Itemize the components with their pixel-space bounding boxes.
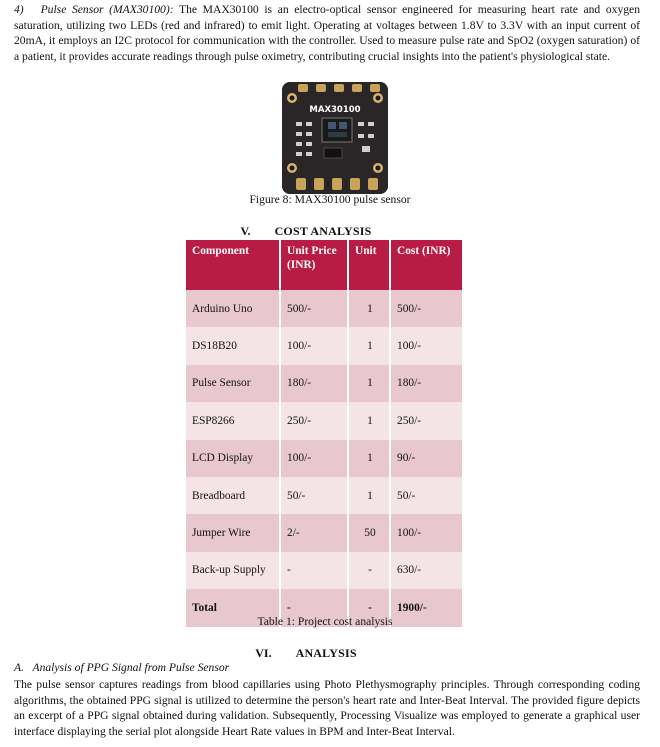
section-vi-heading <box>0 646 636 661</box>
cell-unit-price: 2/- <box>280 514 348 551</box>
board-label: MAX30100 <box>309 105 361 115</box>
table-row <box>186 440 462 477</box>
section-v-heading <box>0 224 636 239</box>
header-unit: Unit <box>348 240 390 290</box>
table-row <box>186 327 462 364</box>
cell-unit-price: 50/- <box>280 477 348 514</box>
pulse-sensor-paragraph <box>14 2 640 64</box>
table-row <box>186 290 462 327</box>
cell-unit: 1 <box>348 477 390 514</box>
table-row <box>186 365 462 402</box>
table-row <box>186 477 462 514</box>
cell-cost: 100/- <box>390 514 462 551</box>
figure-caption: Figure 8: MAX30100 pulse sensor <box>249 193 411 206</box>
cell-component: Back-up Supply <box>186 552 280 589</box>
cell-cost: 1900/- <box>390 589 462 626</box>
cell-unit: 1 <box>348 402 390 439</box>
cell-component: ESP8266 <box>186 402 280 439</box>
cell-unit-price: 100/- <box>280 327 348 364</box>
item-number: 4) <box>14 3 24 16</box>
cell-unit: 1 <box>348 365 390 402</box>
cell-cost: 50/- <box>390 477 462 514</box>
cell-unit-price: 180/- <box>280 365 348 402</box>
cell-component: DS18B20 <box>186 327 280 364</box>
cell-unit: - <box>348 552 390 589</box>
cell-unit-price: - <box>280 589 348 626</box>
cost-analysis-table <box>186 240 462 627</box>
item-lead: Pulse Sensor (MAX30100): <box>40 3 174 16</box>
cell-cost: 180/- <box>390 365 462 402</box>
cell-unit-price: 250/- <box>280 402 348 439</box>
subsection-a-label: A. <box>14 661 24 674</box>
section-vi-number: VI. <box>255 646 272 660</box>
cell-unit: - <box>348 589 390 626</box>
header-cost: Cost (INR) <box>390 240 462 290</box>
analysis-paragraph: The pulse sensor captures readings from blood capillaries using Photo Plethysmography principles. Through corresponding coding algorithms, the obtained PPG signal is utilized to determine the person's heart rate and Inter-Beat Interval. The provided figure depicts an excerpt of a PPG signal obtained during validation. Subsequently, Processing Visualize was employed to generate a graphical user interface displaying the serial plot alongside Heart Rate values in BPM and Inter-Beat Interval. <box>14 678 640 738</box>
table-row <box>186 514 462 551</box>
cell-unit-price: 500/- <box>280 290 348 327</box>
cell-cost: 630/- <box>390 552 462 589</box>
table-row <box>186 402 462 439</box>
section-v-title: COST ANALYSIS <box>274 224 372 238</box>
subsection-a-heading <box>14 661 229 674</box>
table-caption: Table 1: Project cost analysis <box>257 615 393 628</box>
cell-component: Total <box>186 589 280 626</box>
table-header-row <box>186 240 462 290</box>
cell-unit: 1 <box>348 290 390 327</box>
cell-unit-price: 100/- <box>280 440 348 477</box>
cell-unit: 50 <box>348 514 390 551</box>
cell-cost: 90/- <box>390 440 462 477</box>
cell-cost: 500/- <box>390 290 462 327</box>
cell-component: Arduino Uno <box>186 290 280 327</box>
cell-cost: 100/- <box>390 327 462 364</box>
item-text: The MAX30100 is an electro-optical sensor engineered for measuring heart rate and oxygen saturation, utilizing two LEDs (red and infrared) to emit light. Operating at voltages between 1.8V to 3.3V with an input current of 20mA, it employs an I2C protocol for communication with the controller. Used to measure pulse rate and SpO2 (oxygen saturation) of a patient, it provides accurate readings through pulse oximetry, contributing crucial insights into the patient's physiological state. <box>14 3 640 63</box>
cell-component: LCD Display <box>186 440 280 477</box>
cell-unit: 1 <box>348 327 390 364</box>
table-row <box>186 552 462 589</box>
cell-cost: 250/- <box>390 402 462 439</box>
cell-component: Jumper Wire <box>186 514 280 551</box>
sensor-board-drawing <box>282 82 388 194</box>
section-vi-title: ANALYSIS <box>295 646 357 660</box>
section-v-number: V. <box>240 224 251 238</box>
header-component: Component <box>186 240 280 290</box>
cell-unit: 1 <box>348 440 390 477</box>
max30100-board-image <box>282 82 388 194</box>
cell-unit-price: - <box>280 552 348 589</box>
cell-component: Pulse Sensor <box>186 365 280 402</box>
subsection-a-title: Analysis of PPG Signal from Pulse Sensor <box>32 661 230 674</box>
header-unit-price: Unit Price (INR) <box>280 240 348 290</box>
cell-component: Breadboard <box>186 477 280 514</box>
